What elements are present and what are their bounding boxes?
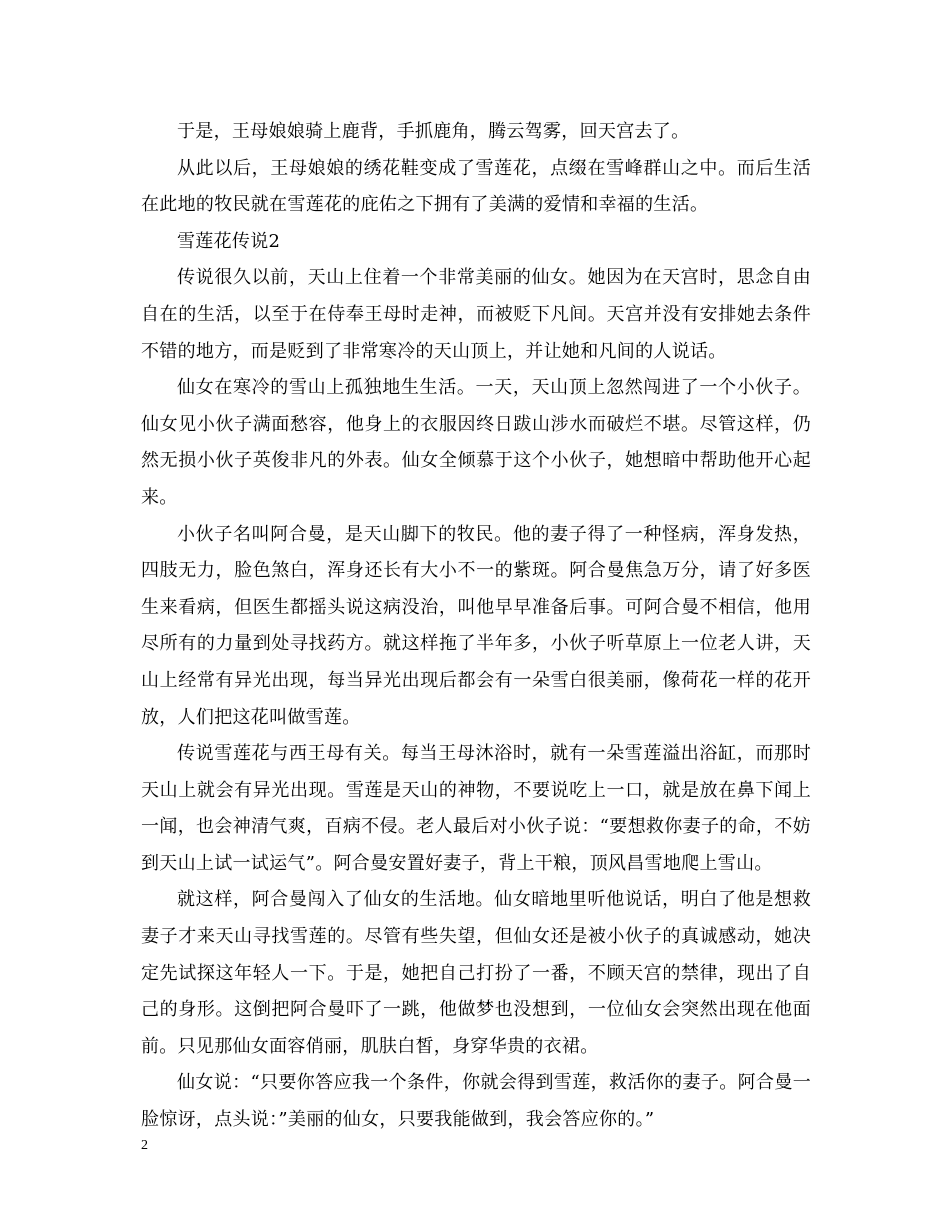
- document-body: [141, 114, 811, 1139]
- page-number: 2: [141, 1138, 148, 1153]
- paragraph-3: 传说很久以前，天山上住着一个非常美丽的仙女。她因为在天宫时，思念自由自在的生活，以至于在侍奉王母时走神，而被贬下凡间。天宫并没有安排她去条件不错的地方，而是贬到了非常寒冷的天山顶上，并让她和凡间的人说话。: [141, 267, 811, 362]
- paragraph-7: 就这样，阿合曼闯入了仙女的生活地。仙女暗地里听他说话，明白了他是想救妻子才来天山寻找雪莲的。尽管有些失望，但仙女还是被小伙子的真诚感动，她决定先试探这年轻人一下。于是，她把自己打扮了一番，不顾天宫的禁律，现出了自己的身形。这倒把阿合曼吓了一跳，他做梦也没想到，一位仙女会突然出现在他面前。只见那仙女面容俏丽，肌肤白皙，身穿华贵的衣裙。: [141, 889, 811, 1057]
- paragraph-1: 于是，王母娘娘骑上鹿背，手抓鹿角，腾云驾雾，回天宫去了。: [177, 121, 690, 142]
- paragraph-4: 仙女在寒冷的雪山上孤独地生生活。一天，天山顶上忽然闯进了一个小伙子。仙女见小伙子满面愁容，他身上的衣服因终日跋山涉水而破烂不堪。尽管这样，仍然无损小伙子英俊非凡的外表。仙女全倾慕于这个小伙子，她想暗中帮助他开心起来。: [141, 377, 811, 508]
- paragraph-2: 从此以后，王母娘娘的绣花鞋变成了雪莲花，点缀在雪峰群山之中。而后生活在此地的牧民就在雪莲花的庇佑之下拥有了美满的爱情和幸福的生活。: [141, 157, 811, 216]
- section-heading: 雪莲花传说2: [177, 230, 281, 252]
- paragraph-5: 小伙子名叫阿合曼，是天山脚下的牧民。他的妻子得了一种怪病，浑身发热，四肢无力，脸色煞白，浑身还长有大小不一的紫斑。阿合曼焦急万分，请了好多医生来看病，但医生都摇头说这病没治，叫他早早准备后事。可阿合曼不相信，他用尽所有的力量到处寻找药方。就这样拖了半年多，小伙子听草原上一位老人讲，天山上经常有异光出现，每当异光出现后都会有一朵雪白很美丽，像荷花一样的花开放，人们把这花叫做雪莲。: [141, 523, 811, 728]
- paragraph-6: 传说雪莲花与西王母有关。每当王母沐浴时，就有一朵雪莲溢出浴缸，而那时天山上就会有异光出现。雪莲是天山的神物，不要说吃上一口，就是放在鼻下闻上一闻，也会神清气爽，百病不侵。老人最后对小伙子说：“要想救你妻子的命，不妨到天山上试一试运气”。阿合曼安置好妻子，背上干粮，顶风昌雪地爬上雪山。: [141, 743, 811, 874]
- paragraph-8: 仙女说：“只要你答应我一个条件，你就会得到雪莲，救活你的妻子。阿合曼一脸惊讶，点头说：”美丽的仙女，只要我能做到，我会答应你的。”: [141, 1072, 811, 1131]
